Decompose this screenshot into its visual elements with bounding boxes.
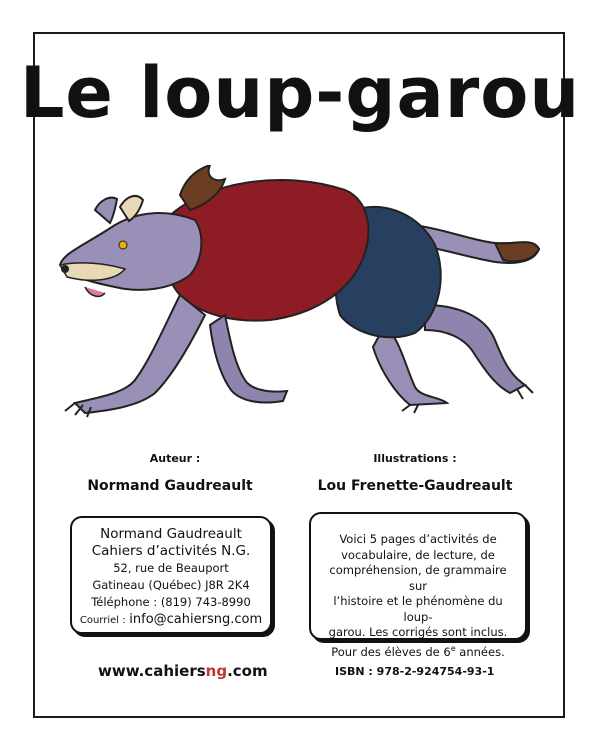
contact-city: Gatineau (Québec) J8R 2K4 — [92, 578, 250, 592]
website-link[interactable] — [98, 662, 268, 680]
email-value[interactable]: info@cahiersng.com — [129, 612, 263, 627]
description-line-5: garou. Les corrigés sont inclus. — [328, 625, 508, 639]
werewolf-illustration — [55, 165, 545, 430]
contact-email-line — [72, 611, 270, 629]
grade-text: Pour des élèves de 6 — [331, 644, 451, 659]
illustrator-name: Lou Frenette-Gaudreault — [317, 478, 513, 494]
phone-value: (819) 743-8990 — [160, 595, 251, 609]
contact-street: 52, rue de Beauport — [113, 561, 229, 575]
website-suffix: .com — [227, 662, 268, 680]
author-name: Normand Gaudreault — [87, 478, 253, 494]
contact-phone-line — [72, 594, 270, 611]
contact-card — [70, 516, 272, 634]
description-line-2: vocabulaire, de lecture, de — [341, 547, 495, 562]
description-line-1: Voici 5 pages d’activités de — [339, 532, 497, 546]
description-line-3: compréhension, de grammaire sur — [329, 563, 507, 593]
description-line-4: l’histoire et le phénomène du loup- — [333, 594, 503, 624]
author-caption: Auteur : — [149, 452, 201, 465]
website-prefix: www.cahiers — [98, 662, 206, 680]
description-card — [309, 512, 527, 659]
website-ng: ng — [205, 662, 228, 680]
grade-suffix: années. — [455, 644, 505, 659]
contact-name: Normand Gaudreault — [100, 526, 242, 542]
isbn: ISBN : 978-2-924754-93-1 — [335, 665, 495, 678]
grade-superscript: e — [450, 643, 456, 653]
contact-company: Cahiers d’activités N.G. — [91, 543, 251, 559]
email-label: Courriel : — [79, 615, 126, 626]
phone-label: Téléphone : — [91, 595, 158, 609]
illustrator-caption: Illustrations : — [373, 452, 457, 465]
page-title: Le loup-garou — [19, 52, 581, 134]
description-line-6 — [321, 641, 515, 660]
